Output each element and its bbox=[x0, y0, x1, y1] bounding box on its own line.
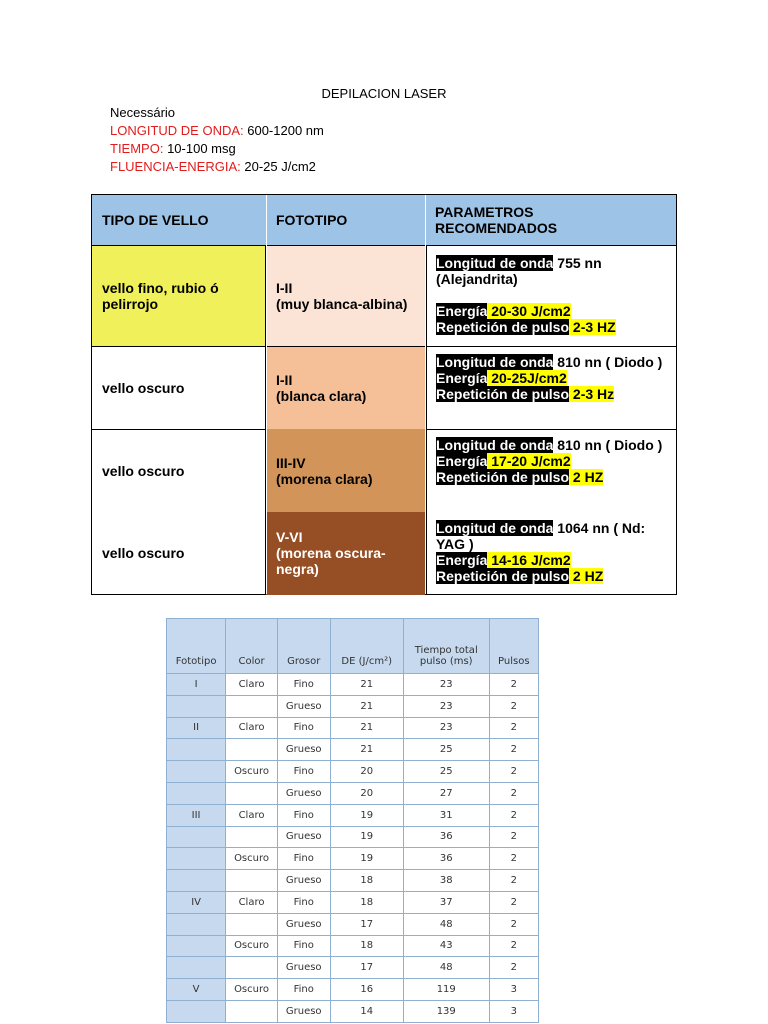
phototype-cell bbox=[266, 512, 425, 594]
table-row bbox=[167, 1000, 539, 1022]
cell-fototipo bbox=[167, 913, 226, 935]
cell-de: 21 bbox=[330, 674, 403, 696]
wavelength-param-label: Longitud de onda bbox=[436, 354, 554, 370]
table-header-row bbox=[167, 619, 539, 674]
table-row bbox=[167, 957, 539, 979]
cell-tiempo: 23 bbox=[403, 717, 489, 739]
cell-de: 20 bbox=[330, 782, 403, 804]
phototype-pulse-table bbox=[166, 618, 539, 1016]
phototype-desc: (blanca clara) bbox=[276, 388, 367, 404]
col-header-tiempo: Tiempo total pulso (ms) bbox=[403, 619, 489, 674]
table-row bbox=[167, 674, 539, 696]
cell-grosor: Fino bbox=[277, 674, 330, 696]
cell-pulsos: 2 bbox=[489, 848, 538, 870]
cell-pulsos: 3 bbox=[489, 1000, 538, 1022]
col-header-color: Color bbox=[226, 619, 278, 674]
table-row bbox=[167, 979, 539, 1001]
cell-de: 14 bbox=[330, 1000, 403, 1022]
energy-line bbox=[436, 453, 676, 469]
parameters-cell bbox=[427, 246, 676, 346]
cell-grosor: Fino bbox=[277, 935, 330, 957]
cell-grosor: Fino bbox=[277, 804, 330, 826]
col-header-fototipo: Fototipo bbox=[167, 619, 226, 674]
cell-pulsos: 2 bbox=[489, 913, 538, 935]
table-row bbox=[167, 695, 539, 717]
energy-param-value: 20-30 J/cm2 bbox=[487, 303, 571, 319]
cell-de: 19 bbox=[330, 826, 403, 848]
cell-grosor: Fino bbox=[277, 761, 330, 783]
cell-de: 17 bbox=[330, 913, 403, 935]
cell-tiempo: 27 bbox=[403, 782, 489, 804]
cell-fototipo bbox=[167, 848, 226, 870]
pulse-table-grid bbox=[166, 618, 539, 1023]
table-row bbox=[167, 804, 539, 826]
cell-grosor: Fino bbox=[277, 979, 330, 1001]
cell-grosor: Grueso bbox=[277, 826, 330, 848]
cell-color: Oscuro bbox=[226, 761, 278, 783]
phototype-code: I-II bbox=[276, 280, 293, 296]
cell-de: 21 bbox=[330, 739, 403, 761]
cell-fototipo bbox=[167, 761, 226, 783]
hair-type-cell: vello oscuro bbox=[102, 380, 185, 396]
energy-param-label: Energía bbox=[436, 303, 488, 319]
time-label: TIEMPO: bbox=[110, 141, 164, 156]
parameters-cell bbox=[427, 430, 676, 512]
cell-color: Oscuro bbox=[226, 935, 278, 957]
repetition-param-value: 2 HZ bbox=[569, 469, 604, 485]
cell-color bbox=[226, 957, 278, 979]
cell-fototipo bbox=[167, 870, 226, 892]
wavelength-param-value: 810 nn ( Diodo ) bbox=[553, 437, 663, 453]
col-header-pulsos: Pulsos bbox=[489, 619, 538, 674]
phototype-desc: (muy blanca-albina) bbox=[276, 296, 408, 312]
table-row bbox=[167, 935, 539, 957]
cell-grosor: Grueso bbox=[277, 739, 330, 761]
cell-color: Claro bbox=[226, 891, 278, 913]
cell-pulsos: 2 bbox=[489, 826, 538, 848]
wavelength-param-label: Longitud de onda bbox=[436, 255, 554, 271]
intro-fluence bbox=[110, 158, 324, 176]
table-row bbox=[167, 826, 539, 848]
cell-color bbox=[226, 913, 278, 935]
cell-pulsos: 2 bbox=[489, 717, 538, 739]
repetition-param-value: 2-3 HZ bbox=[569, 319, 616, 335]
energy-line bbox=[436, 552, 676, 568]
cell-pulsos: 2 bbox=[489, 891, 538, 913]
wavelength-line bbox=[436, 437, 676, 453]
cell-de: 20 bbox=[330, 761, 403, 783]
phototype-cell bbox=[266, 430, 425, 512]
cell-tiempo: 43 bbox=[403, 935, 489, 957]
cell-tiempo: 31 bbox=[403, 804, 489, 826]
cell-tiempo: 25 bbox=[403, 739, 489, 761]
phototype-desc: (morena oscura-negra) bbox=[276, 545, 386, 577]
cell-tiempo: 23 bbox=[403, 674, 489, 696]
header-phototype: FOTOTIPO bbox=[276, 212, 348, 228]
repetition-param-value: 2 HZ bbox=[569, 568, 604, 584]
intro-time bbox=[110, 140, 324, 158]
cell-fototipo bbox=[167, 935, 226, 957]
cell-fototipo: V bbox=[167, 979, 226, 1001]
cell-fototipo bbox=[167, 1000, 226, 1022]
energy-param-label: Energía bbox=[436, 370, 488, 386]
repetition-param-label: Repetición de pulso bbox=[436, 386, 570, 402]
cell-de: 16 bbox=[330, 979, 403, 1001]
wavelength-line bbox=[436, 520, 676, 552]
cell-grosor: Fino bbox=[277, 891, 330, 913]
cell-grosor: Grueso bbox=[277, 782, 330, 804]
wavelength-line bbox=[436, 255, 676, 287]
cell-pulsos: 2 bbox=[489, 957, 538, 979]
cell-fototipo bbox=[167, 695, 226, 717]
energy-param-value: 20-25J/cm2 bbox=[487, 370, 567, 386]
phototype-text bbox=[276, 529, 405, 577]
repetition-line bbox=[436, 568, 676, 584]
cell-fototipo: II bbox=[167, 717, 226, 739]
page-title: DEPILACION LASER bbox=[321, 86, 447, 101]
phototype-desc: (morena clara) bbox=[276, 471, 373, 487]
cell-de: 18 bbox=[330, 870, 403, 892]
pulse-table-body bbox=[167, 674, 539, 1023]
phototype-text bbox=[276, 372, 366, 404]
parameters-cell bbox=[427, 513, 676, 594]
cell-color: Claro bbox=[226, 717, 278, 739]
wavelength-param-value: 810 nn ( Diodo ) bbox=[553, 354, 663, 370]
cell-tiempo: 48 bbox=[403, 957, 489, 979]
intro-necessary: Necessário bbox=[110, 105, 176, 120]
cell-tiempo: 38 bbox=[403, 870, 489, 892]
cell-color bbox=[226, 870, 278, 892]
intro-wavelength bbox=[110, 122, 324, 140]
cell-de: 19 bbox=[330, 848, 403, 870]
cell-fototipo: I bbox=[167, 674, 226, 696]
phototype-cell bbox=[266, 246, 425, 346]
repetition-line bbox=[436, 469, 676, 485]
cell-fototipo bbox=[167, 826, 226, 848]
col-header-de: DE (J/cm²) bbox=[330, 619, 403, 674]
cell-tiempo: 37 bbox=[403, 891, 489, 913]
table-row bbox=[167, 739, 539, 761]
cell-tiempo: 36 bbox=[403, 826, 489, 848]
cell-pulsos: 2 bbox=[489, 935, 538, 957]
cell-pulsos: 2 bbox=[489, 695, 538, 717]
wavelength-param-label: Longitud de onda bbox=[436, 437, 554, 453]
cell-grosor: Grueso bbox=[277, 957, 330, 979]
repetition-param-label: Repetición de pulso bbox=[436, 568, 570, 584]
cell-color: Claro bbox=[226, 804, 278, 826]
wavelength-label: LONGITUD DE ONDA: bbox=[110, 123, 244, 138]
cell-fototipo bbox=[167, 782, 226, 804]
cell-grosor: Grueso bbox=[277, 695, 330, 717]
cell-grosor: Fino bbox=[277, 848, 330, 870]
fluence-value: 20-25 J/cm2 bbox=[240, 159, 316, 174]
table-row bbox=[167, 717, 539, 739]
header-parameters: PARAMETROS RECOMENDADOS bbox=[435, 204, 558, 236]
repetition-param-label: Repetición de pulso bbox=[436, 319, 570, 335]
cell-color bbox=[226, 826, 278, 848]
wavelength-value: 600-1200 nm bbox=[243, 123, 324, 138]
phototype-code: III-IV bbox=[276, 455, 306, 471]
table-row bbox=[167, 870, 539, 892]
wavelength-param-value: 755 nn (Alejandrita) bbox=[436, 255, 602, 287]
cell-color bbox=[226, 782, 278, 804]
cell-color bbox=[226, 1000, 278, 1022]
cell-fototipo: IV bbox=[167, 891, 226, 913]
cell-de: 18 bbox=[330, 935, 403, 957]
cell-tiempo: 23 bbox=[403, 695, 489, 717]
phototype-cell bbox=[266, 347, 425, 429]
repetition-line bbox=[436, 386, 676, 402]
repetition-param-label: Repetición de pulso bbox=[436, 469, 570, 485]
energy-line bbox=[436, 370, 676, 386]
energy-param-label: Energía bbox=[436, 453, 488, 469]
cell-pulsos: 2 bbox=[489, 761, 538, 783]
cell-color bbox=[226, 739, 278, 761]
cell-tiempo: 48 bbox=[403, 913, 489, 935]
table-row bbox=[167, 848, 539, 870]
cell-pulsos: 3 bbox=[489, 979, 538, 1001]
cell-pulsos: 2 bbox=[489, 782, 538, 804]
cell-tiempo: 139 bbox=[403, 1000, 489, 1022]
phototype-text bbox=[276, 280, 407, 312]
wavelength-param-value: 1064 nn ( Nd: YAG ) bbox=[436, 520, 646, 552]
phototype-code: I-II bbox=[276, 372, 293, 388]
repetition-line bbox=[436, 319, 676, 335]
cell-de: 17 bbox=[330, 957, 403, 979]
cell-de: 18 bbox=[330, 891, 403, 913]
wavelength-param-label: Longitud de onda bbox=[436, 520, 554, 536]
table-row bbox=[167, 761, 539, 783]
hair-type-cell: vello oscuro bbox=[102, 545, 185, 561]
cell-pulsos: 2 bbox=[489, 870, 538, 892]
cell-grosor: Grueso bbox=[277, 913, 330, 935]
cell-de: 19 bbox=[330, 804, 403, 826]
spacer bbox=[436, 287, 676, 303]
header-hair-type: TIPO DE VELLO bbox=[102, 212, 209, 228]
cell-fototipo bbox=[167, 957, 226, 979]
cell-tiempo: 25 bbox=[403, 761, 489, 783]
table-row bbox=[167, 782, 539, 804]
cell-color bbox=[226, 695, 278, 717]
phototype-text bbox=[276, 455, 372, 487]
laser-parameters-table bbox=[91, 194, 677, 595]
time-value: 10-100 msg bbox=[163, 141, 236, 156]
cell-tiempo: 36 bbox=[403, 848, 489, 870]
cell-de: 21 bbox=[330, 695, 403, 717]
energy-param-label: Energía bbox=[436, 552, 488, 568]
cell-color: Oscuro bbox=[226, 848, 278, 870]
cell-fototipo bbox=[167, 739, 226, 761]
cell-tiempo: 119 bbox=[403, 979, 489, 1001]
cell-color: Claro bbox=[226, 674, 278, 696]
cell-grosor: Fino bbox=[277, 717, 330, 739]
energy-param-value: 14-16 J/cm2 bbox=[487, 552, 571, 568]
cell-grosor: Grueso bbox=[277, 870, 330, 892]
energy-line bbox=[436, 303, 676, 319]
cell-color: Oscuro bbox=[226, 979, 278, 1001]
phototype-code: V-VI bbox=[276, 529, 303, 545]
cell-pulsos: 2 bbox=[489, 804, 538, 826]
fluence-label: FLUENCIA-ENERGIA: bbox=[110, 159, 241, 174]
energy-param-value: 17-20 J/cm2 bbox=[487, 453, 571, 469]
col-header-grosor: Grosor bbox=[277, 619, 330, 674]
table-row bbox=[167, 913, 539, 935]
repetition-param-value: 2-3 Hz bbox=[569, 386, 615, 402]
hair-type-cell: vello oscuro bbox=[102, 463, 185, 479]
wavelength-line bbox=[436, 354, 676, 370]
parameters-cell bbox=[427, 347, 676, 429]
cell-pulsos: 2 bbox=[489, 674, 538, 696]
intro-block bbox=[110, 104, 324, 176]
hair-type-cell: vello fino, rubio ó pelirrojo bbox=[102, 280, 219, 312]
cell-de: 21 bbox=[330, 717, 403, 739]
cell-grosor: Grueso bbox=[277, 1000, 330, 1022]
cell-pulsos: 2 bbox=[489, 739, 538, 761]
table-row bbox=[167, 891, 539, 913]
cell-fototipo: III bbox=[167, 804, 226, 826]
